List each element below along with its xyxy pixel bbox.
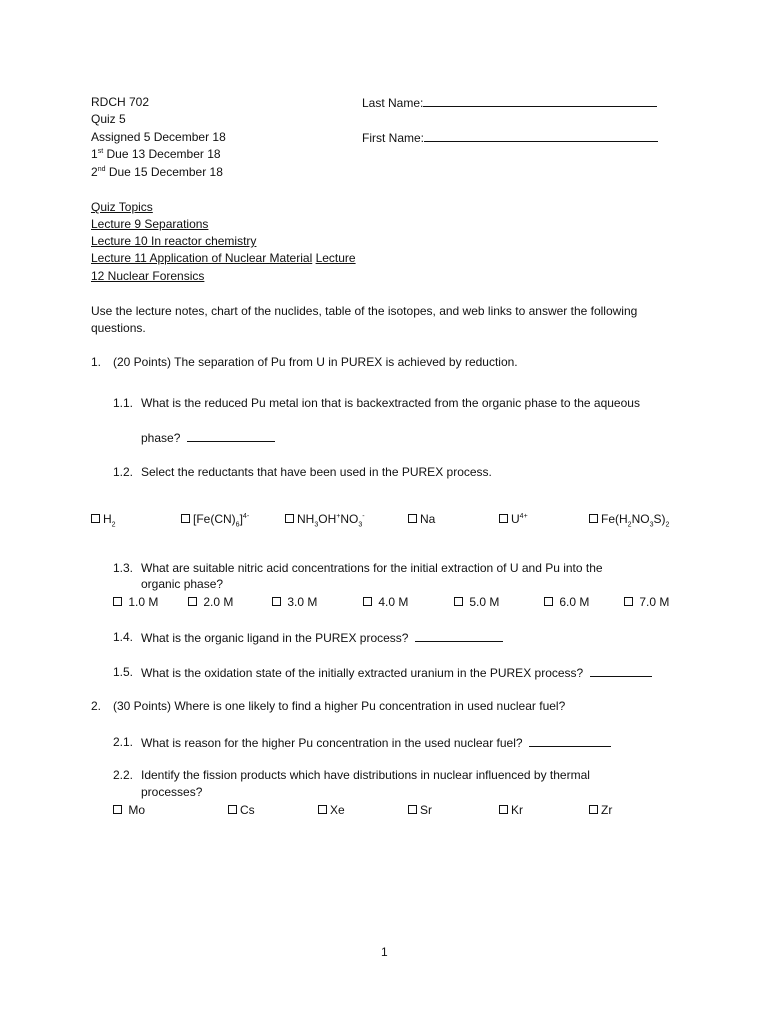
- topic-lecture-11: [91, 252, 356, 264]
- q1-5-blank[interactable]: [590, 666, 652, 677]
- checkbox-icon[interactable]: [408, 514, 417, 523]
- due1-num: 1: [91, 147, 98, 161]
- checkbox-icon[interactable]: [499, 805, 508, 814]
- q1-1-answer[interactable]: [141, 431, 275, 444]
- option-ferrocyanide[interactable]: [181, 512, 250, 529]
- fe-sub1: 2: [627, 521, 632, 529]
- course-code: RDCH 702: [91, 95, 150, 109]
- option-3-0m[interactable]: [272, 596, 317, 608]
- checkbox-icon[interactable]: [544, 597, 553, 606]
- conc-label: 2.0 M: [203, 595, 234, 609]
- checkbox-icon[interactable]: [113, 805, 122, 814]
- instructions-line-2: questions.: [91, 321, 146, 335]
- q2-2-cont: processes?: [141, 785, 203, 799]
- option-sr[interactable]: [408, 804, 432, 816]
- fecn-a: [Fe(CN): [193, 512, 236, 526]
- topic-lecture-11-text: Lecture 11 Application of Nuclear Material: [91, 251, 313, 265]
- second-due-date: [91, 166, 223, 178]
- u-text: U: [511, 512, 520, 526]
- na-text: Na: [420, 512, 436, 526]
- product-label: Xe: [330, 803, 345, 817]
- fe-c: S): [653, 512, 666, 526]
- fe-sub2: 3: [649, 521, 654, 529]
- topic-lecture-12-start: Lecture: [315, 251, 356, 265]
- q1-text: (20 Points) The separation of Pu from U in PUREX is achieved by reduction.: [113, 355, 518, 369]
- checkbox-icon[interactable]: [272, 597, 281, 606]
- option-4-0m[interactable]: [363, 596, 408, 608]
- q2-2-number: 2.2.: [113, 768, 134, 782]
- product-label: Mo: [128, 803, 146, 817]
- q1-4-text: What is the organic ligand in the PUREX process?: [141, 631, 409, 645]
- conc-label: 6.0 M: [559, 595, 590, 609]
- q1-1-blank[interactable]: [187, 431, 275, 442]
- q1-5-number: 1.5.: [113, 665, 134, 679]
- q1-3-cont: organic phase?: [141, 577, 224, 591]
- topic-lecture-9: Lecture 9 Separations: [91, 217, 209, 231]
- h2-sub: 2: [111, 521, 116, 529]
- assigned-date: Assigned 5 December 18: [91, 130, 226, 144]
- checkbox-icon[interactable]: [318, 805, 327, 814]
- option-6-0m[interactable]: [544, 596, 589, 608]
- nh-sup2: -: [362, 513, 365, 520]
- fecn-b: ]: [239, 512, 243, 526]
- due1-sup: st: [97, 148, 104, 155]
- last-name-label: Last Name:: [362, 96, 424, 110]
- option-h2[interactable]: [91, 512, 116, 529]
- q1-1-cont: phase?: [141, 431, 181, 445]
- q2-2-text: Identify the fission products which have distributions in nuclear influenced by thermal: [141, 768, 590, 782]
- h2-text: H: [103, 512, 112, 526]
- fecn-sub: 6: [235, 521, 240, 529]
- due2-text: Due 15 December 18: [105, 165, 223, 179]
- checkbox-icon[interactable]: [181, 514, 190, 523]
- due2-sup: nd: [97, 166, 106, 173]
- last-name-blank[interactable]: [423, 96, 657, 107]
- topics-title: Quiz Topics: [91, 200, 153, 214]
- q2-1-number: 2.1.: [113, 735, 134, 749]
- first-name-field[interactable]: [362, 131, 658, 144]
- conc-label: 3.0 M: [287, 595, 318, 609]
- conc-label: 1.0 M: [128, 595, 159, 609]
- product-label: Kr: [511, 803, 523, 817]
- u-sup: 4+: [519, 513, 528, 520]
- topic-lecture-10: Lecture 10 In reactor chemistry: [91, 234, 257, 248]
- q1-4-blank[interactable]: [415, 631, 503, 642]
- checkbox-icon[interactable]: [285, 514, 294, 523]
- q1-5-text: What is the oxidation state of the initially extracted uranium in the PUREX process?: [141, 666, 584, 680]
- q1-number: 1.: [91, 355, 102, 369]
- option-2-0m[interactable]: [188, 596, 233, 608]
- nh-sub: 3: [314, 521, 319, 529]
- q2-text: (30 Points) Where is one likely to find a higher Pu concentration in used nuclear fuel?: [113, 699, 566, 713]
- option-zr[interactable]: [589, 804, 612, 816]
- q1-1-number: 1.1.: [113, 396, 134, 410]
- page-number: 1: [381, 945, 388, 959]
- option-na[interactable]: [408, 513, 435, 525]
- q2-1-question[interactable]: [141, 736, 611, 749]
- product-label: Cs: [240, 803, 255, 817]
- checkbox-icon[interactable]: [188, 597, 197, 606]
- checkbox-icon[interactable]: [589, 805, 598, 814]
- due1-text: Due 13 December 18: [103, 147, 221, 161]
- checkbox-icon[interactable]: [589, 514, 598, 523]
- checkbox-icon[interactable]: [624, 597, 633, 606]
- fe-sub3: 2: [665, 521, 670, 529]
- nh-c: NO: [340, 512, 359, 526]
- fecn-sup: 4-: [242, 513, 250, 520]
- q1-4-question[interactable]: [141, 631, 503, 644]
- option-5-0m[interactable]: [454, 596, 499, 608]
- option-xe[interactable]: [318, 804, 345, 816]
- nh-sup: +: [336, 513, 341, 520]
- q1-1-text: What is the reduced Pu metal ion that is backextracted from the organic phase to the aqueous: [141, 396, 640, 410]
- topic-lecture-12: 12 Nuclear Forensics: [91, 269, 205, 283]
- option-cs[interactable]: [228, 804, 255, 816]
- last-name-field[interactable]: [362, 96, 657, 109]
- checkbox-icon[interactable]: [228, 805, 237, 814]
- option-hydroxylamine-nitrate[interactable]: [285, 512, 365, 529]
- q1-4-number: 1.4.: [113, 630, 134, 644]
- conc-label: 5.0 M: [469, 595, 500, 609]
- due2-num: 2: [91, 165, 98, 179]
- q1-2-number: 1.2.: [113, 465, 134, 479]
- q2-1-text: What is reason for the higher Pu concentration in the used nuclear fuel?: [141, 736, 523, 750]
- checkbox-icon[interactable]: [91, 514, 100, 523]
- checkbox-icon[interactable]: [363, 597, 372, 606]
- fe-a: Fe(H: [601, 512, 628, 526]
- option-ferrous-sulfamate[interactable]: [589, 512, 670, 529]
- first-due-date: [91, 148, 221, 160]
- first-name-blank[interactable]: [424, 131, 658, 142]
- q2-number: 2.: [91, 699, 102, 713]
- q1-3-number: 1.3.: [113, 561, 134, 575]
- quiz-number: Quiz 5: [91, 112, 126, 126]
- option-mo[interactable]: [113, 804, 145, 816]
- q1-5-question[interactable]: [141, 666, 652, 679]
- nh-b: OH: [318, 512, 337, 526]
- instructions-line-1: Use the lecture notes, chart of the nuclides, table of the isotopes, and web links to answer the following: [91, 304, 638, 318]
- option-1-0m[interactable]: [113, 596, 158, 608]
- nh-a: NH: [297, 512, 315, 526]
- product-label: Sr: [420, 803, 432, 817]
- first-name-label: First Name:: [362, 131, 425, 145]
- q1-3-text: What are suitable nitric acid concentrations for the initial extraction of U and Pu into the: [141, 561, 603, 575]
- checkbox-icon[interactable]: [408, 805, 417, 814]
- option-kr[interactable]: [499, 804, 523, 816]
- nh-sub2: 3: [358, 521, 363, 529]
- option-u4[interactable]: [499, 513, 528, 525]
- conc-label: 4.0 M: [378, 595, 409, 609]
- option-7-0m[interactable]: [624, 596, 669, 608]
- q1-2-text: Select the reductants that have been used in the PUREX process.: [141, 465, 492, 479]
- checkbox-icon[interactable]: [113, 597, 122, 606]
- product-label: Zr: [601, 803, 613, 817]
- checkbox-icon[interactable]: [454, 597, 463, 606]
- fe-b: NO: [631, 512, 650, 526]
- conc-label: 7.0 M: [639, 595, 670, 609]
- checkbox-icon[interactable]: [499, 514, 508, 523]
- q2-1-blank[interactable]: [529, 736, 611, 747]
